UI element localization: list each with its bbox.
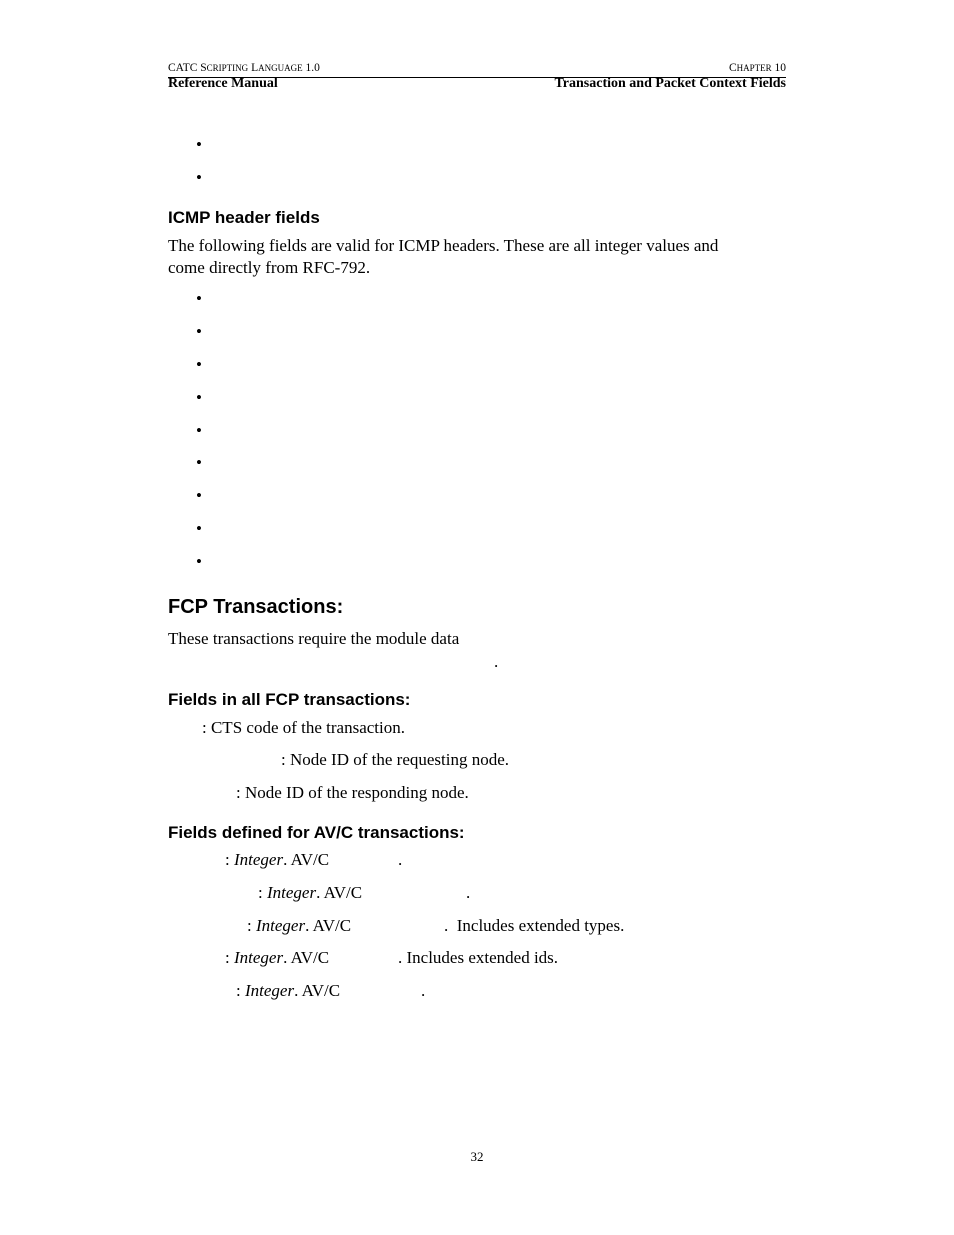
running-header-right: CHAPTER 10 xyxy=(728,62,786,74)
avc-field-description: : Integer. AV/C xyxy=(247,916,352,935)
field-description: : Node ID of the requesting node. xyxy=(281,750,510,769)
avc-field-tail: . Includes extended types. xyxy=(444,916,625,935)
bullet: • xyxy=(196,453,202,472)
fcp-heading: FCP Transactions: xyxy=(168,596,344,618)
avc-heading: Fields defined for AV/C transactions: xyxy=(168,823,465,842)
field-description: : Node ID of the responding node. xyxy=(236,783,469,802)
icmp-heading: ICMP header fields xyxy=(168,208,320,227)
bullet: • xyxy=(196,168,202,187)
all-fcp-heading: Fields in all FCP transactions: xyxy=(168,690,411,709)
avc-field-description: : Integer. AV/C xyxy=(225,850,330,869)
header-section-title: Transaction and Packet Context Fields xyxy=(554,76,786,91)
bullet: • xyxy=(196,552,202,571)
avc-field-description: : Integer. AV/C xyxy=(258,883,363,902)
avc-field-tail: . xyxy=(398,850,403,869)
running-header-left: CATC SCRIPTING LANGUAGE 1.0 xyxy=(168,62,320,74)
bullet: • xyxy=(196,486,202,505)
bullet: • xyxy=(196,135,202,154)
avc-field-tail: . Includes extended ids. xyxy=(398,948,559,967)
avc-field-tail: . xyxy=(421,981,426,1000)
header-manual-title: Reference Manual xyxy=(168,76,278,91)
fcp-paragraph: These transactions require the module data xyxy=(168,629,460,648)
icmp-paragraph: The following fields are valid for ICMP headers. These are all integer values and come directly from RFC-792. xyxy=(168,236,719,277)
field-description: : CTS code of the transaction. xyxy=(202,718,406,737)
avc-field-description: : Integer. AV/C xyxy=(225,948,330,967)
avc-field-description: : Integer. AV/C xyxy=(236,981,341,1000)
page-number: 32 xyxy=(470,1149,484,1164)
bullet: • xyxy=(196,388,202,407)
bullet: • xyxy=(196,355,202,374)
bullet: • xyxy=(196,421,202,440)
bullet: • xyxy=(196,289,202,308)
avc-field-tail: . xyxy=(466,883,471,902)
fcp-paragraph-period: . xyxy=(494,652,499,671)
bullet: • xyxy=(196,322,202,341)
bullet: • xyxy=(196,519,202,538)
